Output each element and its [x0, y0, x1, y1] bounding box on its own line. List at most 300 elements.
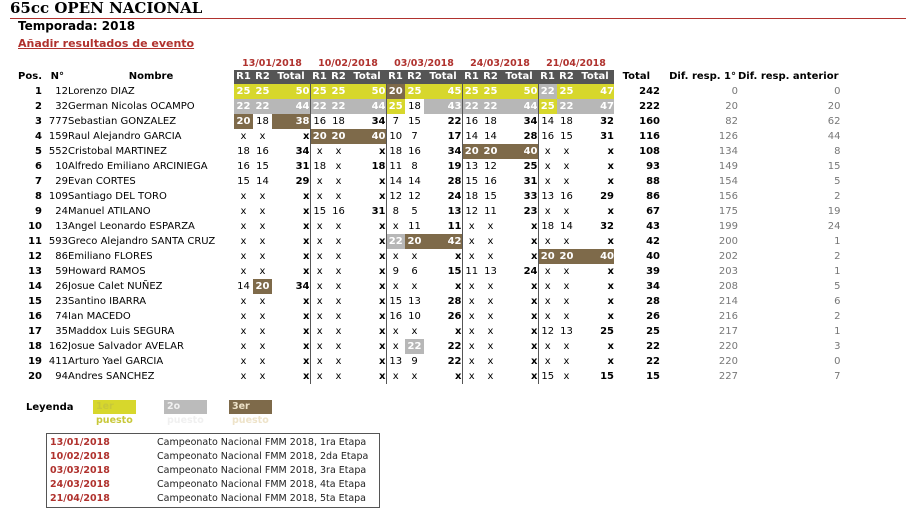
- race-1-points: x: [462, 309, 481, 324]
- race-2-points: 22: [481, 99, 500, 114]
- table-row: [6, 114, 841, 129]
- race-1-points: x: [538, 294, 557, 309]
- row-rider-name: Evan CORTES: [68, 176, 136, 187]
- standings-table: [6, 58, 841, 384]
- race-2-points: x: [487, 356, 494, 367]
- race-1-points: x: [462, 294, 481, 309]
- row-rider-name: Raul Alejandro GARCIA: [68, 131, 182, 142]
- race-1-points: 16: [462, 114, 481, 129]
- race-1-points: 12: [462, 204, 481, 219]
- legend-label: Leyenda: [26, 402, 74, 413]
- race-2-points: x: [335, 161, 342, 172]
- row-rider-number: 162: [48, 341, 68, 352]
- row-position: 9: [35, 206, 42, 217]
- col-r2: R2: [329, 70, 348, 84]
- race-1-points: x: [310, 354, 329, 369]
- row-rider-number: 12: [55, 86, 68, 97]
- row-dif-first: 220: [718, 356, 738, 367]
- race-2-points: x: [487, 326, 494, 337]
- race-1-points: 18: [462, 189, 481, 204]
- event-total-points: 47: [576, 84, 614, 99]
- race-2-points: 12: [484, 161, 497, 172]
- event-total-points: x: [379, 311, 386, 322]
- event-item-name: Campeonato Nacional FMM 2018, 3ra Etapa: [157, 465, 367, 476]
- race-1-points: x: [462, 219, 481, 234]
- row-total-points: 22: [646, 341, 660, 352]
- event-date-2: 10/02/2018: [318, 58, 378, 69]
- event-total-points: x: [303, 341, 310, 352]
- race-2-points: x: [335, 281, 342, 292]
- race-1-points: 20: [310, 129, 329, 144]
- event-date-3: 03/03/2018: [394, 58, 454, 69]
- event-item: [50, 492, 376, 505]
- race-2-points: x: [563, 206, 570, 217]
- row-dif-prev: 19: [827, 206, 841, 217]
- race-1-points: 15: [237, 176, 250, 187]
- race-2-points: x: [335, 176, 342, 187]
- event-total-points: 24: [447, 191, 462, 202]
- table-row: [6, 234, 841, 249]
- race-1-points: 16: [538, 129, 557, 144]
- race-2-points: 25: [481, 84, 500, 99]
- table-row: [6, 204, 841, 219]
- race-1-points: x: [386, 249, 405, 264]
- race-1-points: x: [538, 339, 557, 354]
- race-2-points: x: [563, 146, 570, 157]
- race-1-points: 18: [310, 159, 329, 174]
- race-1-points: x: [310, 264, 329, 279]
- event-total-points: 31: [371, 206, 386, 217]
- race-1-points: x: [462, 249, 481, 264]
- race-2-points: x: [259, 296, 266, 307]
- race-1-points: x: [538, 174, 557, 189]
- row-total-points: 242: [639, 86, 660, 97]
- event-item-name: Campeonato Nacional FMM 2018, 5ta Etapa: [157, 493, 367, 504]
- col-grand-total: Total: [622, 71, 650, 82]
- race-1-points: x: [538, 234, 557, 249]
- row-dif-prev: 7: [834, 371, 841, 382]
- race-1-points: x: [240, 191, 247, 202]
- race-1-points: x: [240, 251, 247, 262]
- race-1-points: 16: [310, 114, 329, 129]
- event-item: [50, 450, 376, 463]
- event-total-points: x: [379, 146, 386, 157]
- table-row: [6, 144, 841, 159]
- race-1-points: x: [240, 296, 247, 307]
- race-1-points: x: [310, 294, 329, 309]
- race-2-points: 16: [256, 146, 269, 157]
- col-r2: R2: [481, 70, 500, 84]
- event-total-points: x: [379, 176, 386, 187]
- row-position: 18: [28, 341, 42, 352]
- table-row: [6, 189, 841, 204]
- event-total-points: x: [303, 206, 310, 217]
- row-total-points: 15: [646, 371, 660, 382]
- race-1-points: x: [310, 279, 329, 294]
- row-rider-number: 13: [55, 221, 68, 232]
- race-1-points: 22: [462, 99, 481, 114]
- race-2-points: 20: [481, 144, 500, 159]
- event-total-points: x: [607, 266, 614, 277]
- event-total-points: 43: [424, 99, 462, 114]
- race-1-points: 18: [237, 146, 250, 157]
- row-dif-first: 214: [718, 296, 738, 307]
- row-total-points: 39: [646, 266, 660, 277]
- race-2-points: x: [487, 281, 494, 292]
- race-1-points: 16: [386, 309, 405, 324]
- race-2-points: x: [335, 236, 342, 247]
- race-1-points: x: [462, 339, 481, 354]
- race-1-points: x: [386, 219, 405, 234]
- table-row: [6, 84, 841, 99]
- event-item-name: Campeonato Nacional FMM 2018, 4ta Etapa: [157, 479, 367, 490]
- race-1-points: 25: [234, 84, 253, 99]
- event-total-points: x: [379, 341, 386, 352]
- row-rider-number: 32: [55, 101, 68, 112]
- event-total-points: 47: [576, 99, 614, 114]
- table-row: [6, 354, 841, 369]
- row-total-points: 22: [646, 356, 660, 367]
- row-dif-prev: 2: [834, 311, 841, 322]
- event-date-header-row: [6, 58, 841, 70]
- row-dif-prev: 5: [834, 176, 841, 187]
- row-dif-first: 134: [718, 146, 738, 157]
- race-2-points: x: [259, 236, 266, 247]
- race-2-points: x: [487, 371, 494, 382]
- row-rider-name: Ian MACEDO: [68, 311, 131, 322]
- row-dif-first: 126: [718, 131, 738, 142]
- race-2-points: 11: [408, 221, 421, 232]
- event-total-points: 42: [424, 234, 462, 249]
- col-r1: R1: [538, 70, 557, 84]
- table-row: [6, 309, 841, 324]
- race-2-points: 15: [408, 116, 421, 127]
- event-total-points: x: [607, 311, 614, 322]
- race-2-points: x: [411, 251, 418, 262]
- race-2-points: x: [487, 311, 494, 322]
- race-2-points: 16: [332, 206, 345, 217]
- event-total-points: x: [379, 326, 386, 337]
- row-dif-first: 227: [718, 371, 738, 382]
- race-1-points: x: [310, 324, 329, 339]
- race-2-points: x: [335, 146, 342, 157]
- row-rider-number: 411: [48, 356, 68, 367]
- row-total-points: 43: [646, 221, 660, 232]
- race-2-points: 12: [408, 191, 421, 202]
- race-1-points: 11: [462, 264, 481, 279]
- race-2-points: x: [563, 161, 570, 172]
- event-total-points: x: [303, 191, 310, 202]
- race-2-points: x: [563, 356, 570, 367]
- event-total-points: 26: [447, 311, 462, 322]
- row-position: 2: [35, 101, 42, 112]
- race-2-points: 25: [329, 84, 348, 99]
- row-dif-prev: 0: [834, 356, 841, 367]
- race-2-points: x: [259, 266, 266, 277]
- row-position: 19: [28, 356, 42, 367]
- row-dif-prev: 24: [827, 221, 841, 232]
- race-1-points: x: [310, 234, 329, 249]
- race-1-points: x: [240, 206, 247, 217]
- race-2-points: 25: [253, 84, 272, 99]
- add-event-results-link[interactable]: Añadir resultados de evento: [18, 37, 195, 50]
- event-total-points: x: [531, 221, 538, 232]
- row-rider-name: Maddox Luis SEGURA: [68, 326, 175, 337]
- race-1-points: 20: [462, 144, 481, 159]
- table-row: [6, 339, 841, 354]
- event-total-points: x: [303, 251, 310, 262]
- legend-first-place: 1er puesto: [93, 400, 136, 414]
- row-rider-name: Cristobal MARTINEZ: [68, 146, 167, 157]
- race-1-points: x: [538, 264, 557, 279]
- col-total: Total: [348, 70, 386, 84]
- row-total-points: 108: [639, 146, 660, 157]
- col-r1: R1: [234, 70, 253, 84]
- race-1-points: x: [240, 266, 247, 277]
- event-total-points: 38: [272, 114, 310, 129]
- race-2-points: 25: [405, 84, 424, 99]
- event-total-points: x: [607, 176, 614, 187]
- race-1-points: x: [310, 309, 329, 324]
- col-dif-first: Dif. resp. 1°: [669, 71, 736, 82]
- event-total-points: 15: [447, 266, 462, 277]
- race-1-points: x: [538, 159, 557, 174]
- event-total-points: 40: [576, 249, 614, 264]
- race-2-points: 16: [408, 146, 421, 157]
- event-total-points: 45: [424, 84, 462, 99]
- col-num: N°: [50, 71, 64, 82]
- race-2-points: x: [487, 296, 494, 307]
- event-total-points: 22: [447, 116, 462, 127]
- race-2-points: x: [259, 371, 266, 382]
- race-2-points: x: [563, 311, 570, 322]
- race-2-points: x: [335, 251, 342, 262]
- race-2-points: 18: [408, 101, 421, 112]
- race-1-points: 9: [386, 264, 405, 279]
- race-2-points: x: [259, 221, 266, 232]
- race-1-points: x: [240, 131, 247, 142]
- race-2-points: 7: [411, 131, 418, 142]
- col-r2: R2: [405, 70, 424, 84]
- row-position: 3: [35, 116, 42, 127]
- race-1-points: 15: [538, 369, 557, 384]
- event-total-points: x: [607, 356, 614, 367]
- race-1-points: 25: [386, 99, 405, 114]
- race-1-points: x: [240, 341, 247, 352]
- row-dif-first: 154: [718, 176, 738, 187]
- race-2-points: x: [563, 281, 570, 292]
- table-row: [6, 129, 841, 144]
- race-1-points: 13: [462, 159, 481, 174]
- event-total-points: 17: [447, 131, 462, 142]
- race-1-points: 22: [234, 99, 253, 114]
- row-total-points: 93: [646, 161, 660, 172]
- race-2-points: x: [563, 341, 570, 352]
- row-rider-number: 35: [55, 326, 68, 337]
- row-total-points: 86: [646, 191, 660, 202]
- race-1-points: x: [310, 369, 329, 384]
- race-1-points: 18: [386, 144, 405, 159]
- race-1-points: x: [538, 279, 557, 294]
- row-rider-name: German Nicolas OCAMPO: [68, 101, 195, 112]
- row-rider-number: 159: [48, 131, 68, 142]
- row-dif-prev: 15: [827, 161, 841, 172]
- event-total-points: 24: [523, 266, 538, 277]
- race-1-points: x: [538, 204, 557, 219]
- row-dif-first: 156: [718, 191, 738, 202]
- column-header-row: [6, 70, 841, 84]
- row-dif-first: 175: [718, 206, 738, 217]
- col-total: Total: [500, 70, 538, 84]
- event-total-points: 34: [447, 146, 462, 157]
- race-1-points: x: [386, 339, 405, 354]
- event-total-points: 15: [600, 371, 614, 382]
- race-1-points: 20: [234, 114, 253, 129]
- race-2-points: 13: [408, 296, 421, 307]
- event-item: [50, 478, 376, 491]
- race-2-points: 15: [256, 161, 269, 172]
- race-1-points: x: [310, 249, 329, 264]
- race-1-points: x: [310, 174, 329, 189]
- race-2-points: 16: [484, 176, 497, 187]
- row-dif-prev: 8: [834, 146, 841, 157]
- event-total-points: 34: [523, 116, 538, 127]
- row-rider-name: Manuel ATILANO: [68, 206, 151, 217]
- row-rider-name: Angel Leonardo ESPARZA: [68, 221, 195, 232]
- row-rider-name: Josue Calet NUÑEZ: [68, 281, 163, 292]
- event-total-points: x: [531, 296, 538, 307]
- event-total-points: 44: [500, 99, 538, 114]
- row-position: 11: [28, 236, 42, 247]
- table-row: [6, 249, 841, 264]
- row-position: 5: [35, 146, 42, 157]
- event-item: [50, 436, 376, 449]
- race-2-points: 14: [408, 176, 421, 187]
- event-total-points: x: [303, 311, 310, 322]
- row-dif-first: 220: [718, 341, 738, 352]
- row-rider-number: 109: [48, 191, 68, 202]
- event-total-points: x: [379, 371, 386, 382]
- race-2-points: 10: [408, 311, 421, 322]
- event-total-points: x: [531, 236, 538, 247]
- race-2-points: x: [563, 296, 570, 307]
- row-dif-first: 202: [718, 251, 738, 262]
- race-2-points: 14: [484, 131, 497, 142]
- race-2-points: 18: [484, 116, 497, 127]
- row-dif-first: 216: [718, 311, 738, 322]
- race-2-points: x: [411, 281, 418, 292]
- row-total-points: 222: [639, 101, 660, 112]
- row-position: 12: [28, 251, 42, 262]
- row-total-points: 160: [639, 116, 660, 127]
- row-rider-number: 24: [55, 206, 68, 217]
- race-2-points: x: [259, 311, 266, 322]
- event-total-points: x: [303, 356, 310, 367]
- event-total-points: 31: [523, 176, 538, 187]
- event-date-1: 13/01/2018: [242, 58, 302, 69]
- event-total-points: 19: [447, 161, 462, 172]
- row-rider-number: 552: [48, 146, 68, 157]
- race-1-points: x: [240, 236, 247, 247]
- race-1-points: 10: [386, 129, 405, 144]
- row-rider-number: 777: [48, 116, 68, 127]
- race-1-points: x: [462, 324, 481, 339]
- event-total-points: x: [531, 371, 538, 382]
- event-total-points: x: [379, 221, 386, 232]
- event-total-points: x: [379, 281, 386, 292]
- race-2-points: 5: [411, 206, 418, 217]
- event-total-points: 11: [447, 221, 462, 232]
- row-rider-name: Andres SANCHEZ: [68, 371, 155, 382]
- race-2-points: 9: [411, 356, 418, 367]
- race-2-points: 11: [484, 206, 497, 217]
- row-dif-prev: 62: [827, 116, 841, 127]
- row-dif-prev: 1: [834, 266, 841, 277]
- event-total-points: x: [303, 296, 310, 307]
- row-dif-prev: 2: [834, 251, 841, 262]
- row-dif-prev: 6: [834, 296, 841, 307]
- row-rider-name: Sebastian GONZALEZ: [68, 116, 177, 127]
- race-2-points: x: [335, 296, 342, 307]
- event-total-points: x: [379, 356, 386, 367]
- event-item-date: 10/02/2018: [50, 451, 110, 462]
- event-total-points: 50: [272, 84, 310, 99]
- row-position: 6: [35, 161, 42, 172]
- col-dif-prev: Dif. resp. anterior: [738, 71, 839, 82]
- race-1-points: 20: [538, 249, 557, 264]
- event-total-points: x: [455, 371, 462, 382]
- col-r2: R2: [557, 70, 576, 84]
- table-row: [6, 324, 841, 339]
- event-total-points: 29: [600, 191, 614, 202]
- event-total-points: 32: [600, 116, 614, 127]
- event-total-points: x: [607, 296, 614, 307]
- race-1-points: x: [310, 339, 329, 354]
- event-total-points: x: [531, 341, 538, 352]
- col-r1: R1: [462, 70, 481, 84]
- row-dif-first: 208: [718, 281, 738, 292]
- event-total-points: 23: [523, 206, 538, 217]
- event-total-points: 28: [447, 176, 462, 187]
- race-1-points: x: [462, 354, 481, 369]
- race-1-points: x: [310, 219, 329, 234]
- event-total-points: x: [607, 236, 614, 247]
- race-2-points: x: [335, 191, 342, 202]
- row-dif-first: 0: [731, 86, 738, 97]
- row-position: 17: [28, 326, 42, 337]
- row-total-points: 28: [646, 296, 660, 307]
- col-total: Total: [576, 70, 614, 84]
- event-total-points: 28: [523, 131, 538, 142]
- event-total-points: 40: [348, 129, 386, 144]
- race-1-points: 25: [538, 99, 557, 114]
- event-total-points: 33: [523, 191, 538, 202]
- race-1-points: x: [240, 326, 247, 337]
- race-1-points: 12: [386, 189, 405, 204]
- event-total-points: 31: [600, 131, 614, 142]
- event-total-points: x: [531, 326, 538, 337]
- row-dif-prev: 1: [834, 236, 841, 247]
- race-2-points: 22: [253, 99, 272, 114]
- race-2-points: 15: [484, 191, 497, 202]
- race-1-points: x: [240, 371, 247, 382]
- row-rider-number: 94: [55, 371, 68, 382]
- race-1-points: 13: [538, 189, 557, 204]
- race-1-points: 11: [386, 159, 405, 174]
- page-title: 65cc OPEN NACIONAL: [10, 0, 906, 19]
- row-rider-name: Arturo Yael GARCIA: [68, 356, 164, 367]
- row-total-points: 116: [639, 131, 660, 142]
